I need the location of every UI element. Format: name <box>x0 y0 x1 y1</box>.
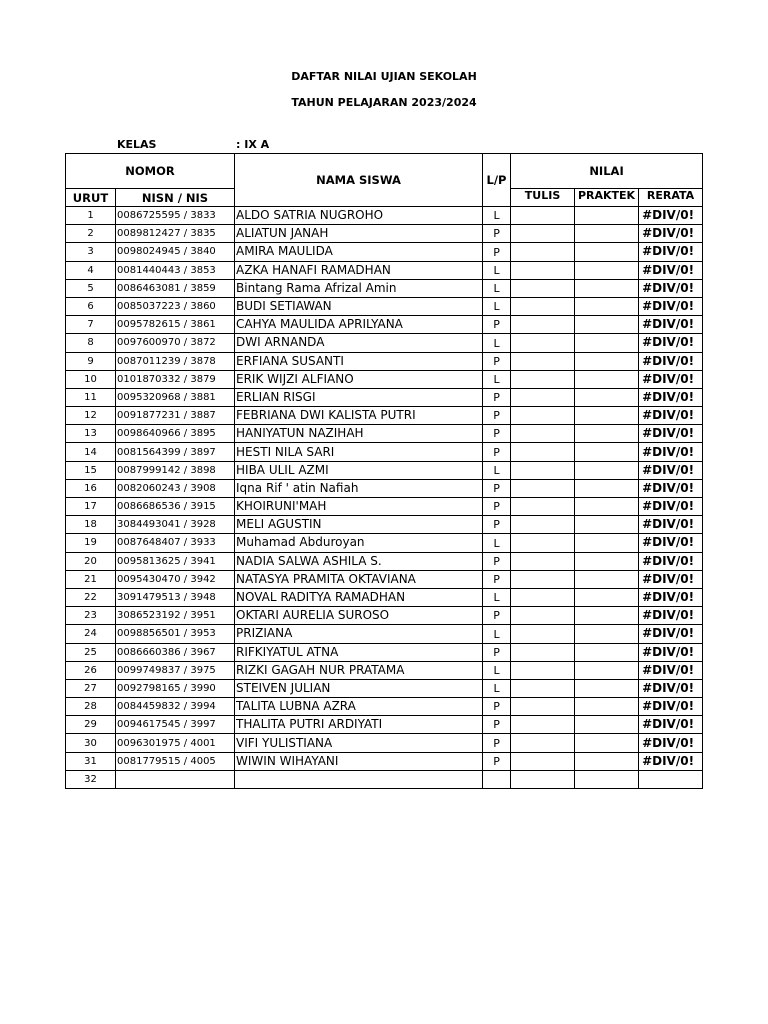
cell-praktek[interactable] <box>575 225 639 243</box>
cell-rerata[interactable]: #DIV/0! <box>639 534 703 552</box>
cell-lp[interactable]: P <box>483 316 511 334</box>
cell-nama[interactable]: RIFKIYATUL ATNA <box>235 643 483 661</box>
cell-urut[interactable]: 23 <box>66 607 116 625</box>
cell-lp[interactable]: L <box>483 679 511 697</box>
cell-urut[interactable]: 2 <box>66 225 116 243</box>
cell-rerata[interactable]: #DIV/0! <box>639 316 703 334</box>
cell-urut[interactable]: 30 <box>66 734 116 752</box>
cell-praktek[interactable] <box>575 352 639 370</box>
cell-nisn[interactable]: 0087648407 / 3933 <box>116 534 235 552</box>
cell-praktek[interactable] <box>575 297 639 315</box>
table-row <box>66 279 703 297</box>
cell-lp[interactable]: P <box>483 607 511 625</box>
cell-tulis[interactable] <box>511 279 575 297</box>
cell-rerata[interactable]: #DIV/0! <box>639 407 703 425</box>
cell-rerata[interactable]: #DIV/0! <box>639 279 703 297</box>
cell-nisn[interactable]: 0095430470 / 3942 <box>116 570 235 588</box>
kelas-label: KELAS <box>117 138 157 151</box>
table-row <box>66 388 703 406</box>
cell-tulis[interactable] <box>511 352 575 370</box>
cell-tulis[interactable] <box>511 625 575 643</box>
cell-praktek[interactable] <box>575 243 639 261</box>
cell-lp[interactable]: L <box>483 334 511 352</box>
cell-lp[interactable]: P <box>483 498 511 516</box>
cell-urut[interactable]: 9 <box>66 352 116 370</box>
cell-lp[interactable]: P <box>483 425 511 443</box>
cell-praktek[interactable] <box>575 425 639 443</box>
cell-nama[interactable]: AZKA HANAFI RAMADHAN <box>235 261 483 279</box>
cell-praktek[interactable] <box>575 443 639 461</box>
header-urut: URUT <box>66 189 116 207</box>
table-row <box>66 770 703 788</box>
cell-nama[interactable]: TALITA LUBNA AZRA <box>235 698 483 716</box>
cell-nama[interactable] <box>235 770 483 788</box>
cell-nisn[interactable]: 0081440443 / 3853 <box>116 261 235 279</box>
cell-lp[interactable]: P <box>483 643 511 661</box>
cell-tulis[interactable] <box>511 425 575 443</box>
cell-nisn[interactable]: 0092798165 / 3990 <box>116 679 235 697</box>
cell-urut[interactable]: 4 <box>66 261 116 279</box>
cell-praktek[interactable] <box>575 534 639 552</box>
cell-nama[interactable]: AMIRA MAULIDA <box>235 243 483 261</box>
cell-tulis[interactable] <box>511 661 575 679</box>
cell-tulis[interactable] <box>511 479 575 497</box>
cell-praktek[interactable] <box>575 279 639 297</box>
cell-urut[interactable]: 11 <box>66 388 116 406</box>
cell-nisn[interactable]: 3091479513 / 3948 <box>116 588 235 606</box>
cell-praktek[interactable] <box>575 370 639 388</box>
cell-lp[interactable]: P <box>483 388 511 406</box>
cell-praktek[interactable] <box>575 679 639 697</box>
cell-nama[interactable]: RIZKI GAGAH NUR PRATAMA <box>235 661 483 679</box>
table-row <box>66 588 703 606</box>
cell-nisn[interactable]: 0084459832 / 3994 <box>116 698 235 716</box>
cell-nama[interactable]: HESTI NILA SARI <box>235 443 483 461</box>
cell-lp[interactable]: L <box>483 588 511 606</box>
table-row <box>66 552 703 570</box>
cell-urut[interactable]: 8 <box>66 334 116 352</box>
cell-lp[interactable]: P <box>483 516 511 534</box>
cell-tulis[interactable] <box>511 752 575 770</box>
cell-lp[interactable]: L <box>483 261 511 279</box>
table-row <box>66 498 703 516</box>
cell-nisn[interactable]: 0095320968 / 3881 <box>116 388 235 406</box>
cell-praktek[interactable] <box>575 552 639 570</box>
cell-urut[interactable]: 20 <box>66 552 116 570</box>
table-row <box>66 243 703 261</box>
cell-nama[interactable]: FEBRIANA DWI KALISTA PUTRI <box>235 407 483 425</box>
cell-praktek[interactable] <box>575 388 639 406</box>
cell-praktek[interactable] <box>575 661 639 679</box>
cell-praktek[interactable] <box>575 479 639 497</box>
cell-nisn[interactable]: 0082060243 / 3908 <box>116 479 235 497</box>
cell-nama[interactable]: Bintang Rama Afrizal Amin <box>235 279 483 297</box>
cell-urut[interactable]: 13 <box>66 425 116 443</box>
cell-lp[interactable]: L <box>483 661 511 679</box>
cell-tulis[interactable] <box>511 716 575 734</box>
cell-lp[interactable]: P <box>483 752 511 770</box>
cell-urut[interactable]: 10 <box>66 370 116 388</box>
table-row <box>66 425 703 443</box>
cell-tulis[interactable] <box>511 443 575 461</box>
cell-nisn[interactable]: 0094617545 / 3997 <box>116 716 235 734</box>
cell-praktek[interactable] <box>575 207 639 225</box>
cell-urut[interactable]: 7 <box>66 316 116 334</box>
cell-nisn[interactable]: 0086660386 / 3967 <box>116 643 235 661</box>
cell-nama[interactable]: DWI ARNANDA <box>235 334 483 352</box>
cell-nisn[interactable]: 0085037223 / 3860 <box>116 297 235 315</box>
cell-nama[interactable]: NADIA SALWA ASHILA S. <box>235 552 483 570</box>
cell-nama[interactable]: Iqna Rif ' atin Nafiah <box>235 479 483 497</box>
cell-lp[interactable]: P <box>483 407 511 425</box>
cell-praktek[interactable] <box>575 461 639 479</box>
cell-tulis[interactable] <box>511 770 575 788</box>
cell-tulis[interactable] <box>511 207 575 225</box>
cell-rerata[interactable]: #DIV/0! <box>639 516 703 534</box>
table-row <box>66 534 703 552</box>
cell-tulis[interactable] <box>511 225 575 243</box>
cell-nisn[interactable]: 0086725595 / 3833 <box>116 207 235 225</box>
table-body <box>66 207 703 789</box>
cell-nama[interactable]: NOVAL RADITYA RAMADHAN <box>235 588 483 606</box>
table-row <box>66 716 703 734</box>
cell-nama[interactable]: ALIATUN JANAH <box>235 225 483 243</box>
cell-praktek[interactable] <box>575 407 639 425</box>
table-row <box>66 352 703 370</box>
cell-tulis[interactable] <box>511 498 575 516</box>
cell-nisn[interactable]: 0086686536 / 3915 <box>116 498 235 516</box>
cell-tulis[interactable] <box>511 261 575 279</box>
cell-rerata[interactable]: #DIV/0! <box>639 243 703 261</box>
cell-tulis[interactable] <box>511 407 575 425</box>
cell-nama[interactable]: WIWIN WIHAYANI <box>235 752 483 770</box>
table-row <box>66 461 703 479</box>
cell-nisn[interactable]: 0087011239 / 3878 <box>116 352 235 370</box>
cell-urut[interactable]: 16 <box>66 479 116 497</box>
table-row <box>66 225 703 243</box>
cell-lp[interactable]: P <box>483 225 511 243</box>
header-nama-siswa: NAMA SISWA <box>235 154 483 207</box>
cell-rerata[interactable]: #DIV/0! <box>639 643 703 661</box>
cell-tulis[interactable] <box>511 698 575 716</box>
cell-nisn[interactable]: 0097600970 / 3872 <box>116 334 235 352</box>
table-row <box>66 516 703 534</box>
cell-praktek[interactable] <box>575 316 639 334</box>
cell-rerata[interactable]: #DIV/0! <box>639 370 703 388</box>
cell-lp[interactable]: P <box>483 552 511 570</box>
table-row <box>66 334 703 352</box>
cell-praktek[interactable] <box>575 770 639 788</box>
cell-nama[interactable]: PRIZIANA <box>235 625 483 643</box>
cell-nama[interactable]: STEIVEN JULIAN <box>235 679 483 697</box>
cell-lp[interactable]: P <box>483 243 511 261</box>
cell-tulis[interactable] <box>511 734 575 752</box>
cell-lp[interactable] <box>483 770 511 788</box>
cell-tulis[interactable] <box>511 461 575 479</box>
table-row <box>66 752 703 770</box>
cell-nama[interactable]: KHOIRUNI'MAH <box>235 498 483 516</box>
cell-nisn[interactable]: 0098856501 / 3953 <box>116 625 235 643</box>
cell-lp[interactable]: L <box>483 297 511 315</box>
cell-rerata[interactable]: #DIV/0! <box>639 261 703 279</box>
cell-rerata[interactable]: #DIV/0! <box>639 443 703 461</box>
cell-nisn[interactable]: 0081779515 / 4005 <box>116 752 235 770</box>
document-subtitle: TAHUN PELAJARAN 2023/2024 <box>291 96 477 109</box>
cell-tulis[interactable] <box>511 679 575 697</box>
grades-table <box>65 153 703 789</box>
cell-rerata[interactable]: #DIV/0! <box>639 461 703 479</box>
cell-nama[interactable]: BUDI SETIAWAN <box>235 297 483 315</box>
cell-nama[interactable]: HANIYATUN NAZIHAH <box>235 425 483 443</box>
cell-rerata[interactable]: #DIV/0! <box>639 588 703 606</box>
cell-tulis[interactable] <box>511 643 575 661</box>
table-row <box>66 570 703 588</box>
cell-lp[interactable]: L <box>483 625 511 643</box>
cell-praktek[interactable] <box>575 752 639 770</box>
cell-rerata[interactable]: #DIV/0! <box>639 716 703 734</box>
table-row <box>66 207 703 225</box>
cell-rerata[interactable]: #DIV/0! <box>639 425 703 443</box>
table-row <box>66 479 703 497</box>
header-nilai: NILAI <box>511 154 703 189</box>
cell-rerata[interactable]: #DIV/0! <box>639 752 703 770</box>
table-row <box>66 679 703 697</box>
kelas-value: : IX A <box>236 138 270 151</box>
cell-tulis[interactable] <box>511 607 575 625</box>
cell-praktek[interactable] <box>575 261 639 279</box>
cell-urut[interactable]: 19 <box>66 534 116 552</box>
cell-rerata[interactable]: #DIV/0! <box>639 297 703 315</box>
cell-nisn[interactable]: 3084493041 / 3928 <box>116 516 235 534</box>
cell-urut[interactable]: 12 <box>66 407 116 425</box>
table-row <box>66 661 703 679</box>
cell-nisn[interactable]: 0095782615 / 3861 <box>116 316 235 334</box>
cell-lp[interactable]: L <box>483 461 511 479</box>
cell-tulis[interactable] <box>511 243 575 261</box>
cell-nisn[interactable]: 0081564399 / 3897 <box>116 443 235 461</box>
cell-tulis[interactable] <box>511 570 575 588</box>
cell-urut[interactable]: 28 <box>66 698 116 716</box>
cell-rerata[interactable]: #DIV/0! <box>639 225 703 243</box>
table-row <box>66 698 703 716</box>
cell-rerata[interactable]: #DIV/0! <box>639 552 703 570</box>
cell-nisn[interactable]: 0086463081 / 3859 <box>116 279 235 297</box>
cell-urut[interactable]: 5 <box>66 279 116 297</box>
cell-urut[interactable]: 26 <box>66 661 116 679</box>
cell-nisn[interactable]: 0098640966 / 3895 <box>116 425 235 443</box>
cell-tulis[interactable] <box>511 388 575 406</box>
cell-rerata[interactable]: #DIV/0! <box>639 388 703 406</box>
header-praktek: PRAKTEK <box>575 189 639 207</box>
cell-nisn[interactable] <box>116 770 235 788</box>
cell-lp[interactable]: L <box>483 207 511 225</box>
cell-nisn[interactable]: 0095813625 / 3941 <box>116 552 235 570</box>
cell-rerata[interactable]: #DIV/0! <box>639 679 703 697</box>
cell-praktek[interactable] <box>575 607 639 625</box>
cell-nama[interactable]: VIFI YULISTIANA <box>235 734 483 752</box>
cell-tulis[interactable] <box>511 316 575 334</box>
cell-praktek[interactable] <box>575 625 639 643</box>
table-row <box>66 625 703 643</box>
cell-rerata[interactable]: #DIV/0! <box>639 334 703 352</box>
cell-tulis[interactable] <box>511 370 575 388</box>
table-row <box>66 370 703 388</box>
cell-rerata[interactable]: #DIV/0! <box>639 625 703 643</box>
cell-nama[interactable]: ERLIAN RISGI <box>235 388 483 406</box>
cell-nisn[interactable]: 0091877231 / 3887 <box>116 407 235 425</box>
header-lp: L/P <box>483 154 511 207</box>
table-row <box>66 297 703 315</box>
cell-nama[interactable]: THALITA PUTRI ARDIYATI <box>235 716 483 734</box>
cell-nisn[interactable]: 0099749837 / 3975 <box>116 661 235 679</box>
cell-praktek[interactable] <box>575 716 639 734</box>
table-row <box>66 316 703 334</box>
document-title: DAFTAR NILAI UJIAN SEKOLAH <box>291 70 477 83</box>
table-row <box>66 643 703 661</box>
cell-lp[interactable]: L <box>483 534 511 552</box>
cell-lp[interactable]: P <box>483 570 511 588</box>
cell-nisn[interactable]: 0087999142 / 3898 <box>116 461 235 479</box>
cell-urut[interactable]: 3 <box>66 243 116 261</box>
cell-praktek[interactable] <box>575 498 639 516</box>
cell-lp[interactable]: P <box>483 716 511 734</box>
cell-rerata[interactable]: #DIV/0! <box>639 698 703 716</box>
header-tulis: TULIS <box>511 189 575 207</box>
cell-rerata[interactable]: #DIV/0! <box>639 570 703 588</box>
header-nisn-nis: NISN / NIS <box>116 189 235 207</box>
cell-lp[interactable]: P <box>483 734 511 752</box>
cell-nisn[interactable]: 0096301975 / 4001 <box>116 734 235 752</box>
cell-tulis[interactable] <box>511 334 575 352</box>
table-row <box>66 734 703 752</box>
cell-nama[interactable]: NATASYA PRAMITA OKTAVIANA <box>235 570 483 588</box>
cell-lp[interactable]: L <box>483 279 511 297</box>
cell-praktek[interactable] <box>575 734 639 752</box>
cell-nama[interactable]: Muhamad Abduroyan <box>235 534 483 552</box>
cell-rerata[interactable]: #DIV/0! <box>639 207 703 225</box>
cell-lp[interactable]: P <box>483 698 511 716</box>
cell-urut[interactable]: 27 <box>66 679 116 697</box>
table-row <box>66 407 703 425</box>
cell-praktek[interactable] <box>575 643 639 661</box>
cell-lp[interactable]: P <box>483 352 511 370</box>
cell-urut[interactable]: 18 <box>66 516 116 534</box>
cell-nama[interactable]: OKTARI AURELIA SUROSO <box>235 607 483 625</box>
cell-tulis[interactable] <box>511 534 575 552</box>
cell-rerata[interactable]: #DIV/0! <box>639 607 703 625</box>
cell-praktek[interactable] <box>575 516 639 534</box>
cell-nisn[interactable]: 0089812427 / 3835 <box>116 225 235 243</box>
cell-lp[interactable]: P <box>483 479 511 497</box>
cell-urut[interactable]: 25 <box>66 643 116 661</box>
cell-urut[interactable]: 1 <box>66 207 116 225</box>
cell-rerata[interactable]: #DIV/0! <box>639 661 703 679</box>
cell-rerata[interactable]: #DIV/0! <box>639 734 703 752</box>
cell-nama[interactable]: ERFIANA SUSANTI <box>235 352 483 370</box>
cell-urut[interactable]: 17 <box>66 498 116 516</box>
cell-nama[interactable]: ALDO SATRIA NUGROHO <box>235 207 483 225</box>
cell-nisn[interactable]: 0101870332 / 3879 <box>116 370 235 388</box>
table-row <box>66 261 703 279</box>
cell-nisn[interactable]: 0098024945 / 3840 <box>116 243 235 261</box>
cell-urut[interactable]: 29 <box>66 716 116 734</box>
cell-tulis[interactable] <box>511 516 575 534</box>
cell-nama[interactable]: MELI AGUSTIN <box>235 516 483 534</box>
cell-tulis[interactable] <box>511 297 575 315</box>
cell-nama[interactable]: ERIK WIJZI ALFIANO <box>235 370 483 388</box>
cell-praktek[interactable] <box>575 698 639 716</box>
cell-nama[interactable]: CAHYA MAULIDA APRILYANA <box>235 316 483 334</box>
cell-tulis[interactable] <box>511 588 575 606</box>
cell-urut[interactable]: 31 <box>66 752 116 770</box>
cell-praktek[interactable] <box>575 588 639 606</box>
cell-urut[interactable]: 21 <box>66 570 116 588</box>
cell-urut[interactable]: 6 <box>66 297 116 315</box>
cell-urut[interactable]: 32 <box>66 770 116 788</box>
cell-lp[interactable]: L <box>483 370 511 388</box>
cell-rerata[interactable] <box>639 770 703 788</box>
cell-rerata[interactable]: #DIV/0! <box>639 352 703 370</box>
cell-urut[interactable]: 24 <box>66 625 116 643</box>
header-nomor: NOMOR <box>66 154 235 189</box>
cell-urut[interactable]: 15 <box>66 461 116 479</box>
header-rerata: RERATA <box>639 189 703 207</box>
cell-lp[interactable]: P <box>483 443 511 461</box>
table-row <box>66 443 703 461</box>
cell-tulis[interactable] <box>511 552 575 570</box>
cell-rerata[interactable]: #DIV/0! <box>639 479 703 497</box>
cell-urut[interactable]: 22 <box>66 588 116 606</box>
cell-praktek[interactable] <box>575 334 639 352</box>
cell-nama[interactable]: HIBA ULIL AZMI <box>235 461 483 479</box>
cell-nisn[interactable]: 3086523192 / 3951 <box>116 607 235 625</box>
cell-urut[interactable]: 14 <box>66 443 116 461</box>
cell-praktek[interactable] <box>575 570 639 588</box>
table-row <box>66 607 703 625</box>
cell-rerata[interactable]: #DIV/0! <box>639 498 703 516</box>
